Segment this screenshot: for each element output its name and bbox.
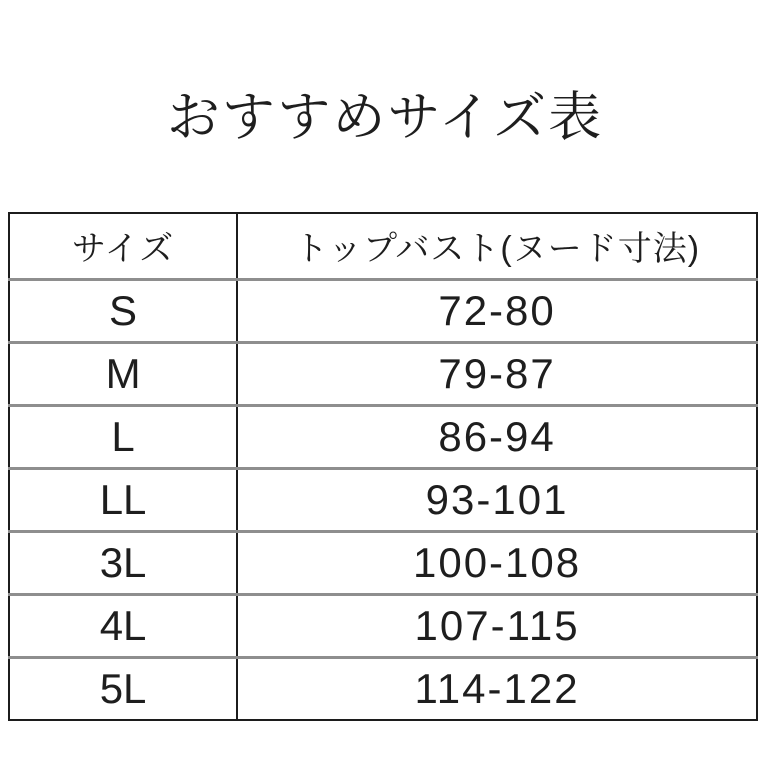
table-row (9, 531, 757, 594)
size-table (8, 212, 758, 721)
size-cell: S (9, 279, 237, 342)
bust-cell: 100-108 (412, 538, 582, 586)
bust-cell: 114-122 (414, 664, 580, 712)
table-row (9, 279, 757, 342)
size-cell: LL (9, 468, 237, 531)
table-row (9, 468, 757, 531)
size-column-header: サイズ (9, 213, 237, 279)
page-title: おすすめサイズ表 (166, 88, 604, 147)
bust-column-header: トップバスト(ヌード寸法) (294, 230, 701, 269)
size-cell: M (9, 342, 237, 405)
bust-cell: 86-94 (438, 412, 556, 460)
table-row (9, 594, 757, 657)
table-row (9, 657, 757, 720)
table-row (9, 405, 757, 468)
bust-cell: 72-80 (438, 286, 556, 334)
size-cell: 4L (9, 594, 237, 657)
bust-cell: 107-115 (414, 601, 580, 649)
table-row (9, 342, 757, 405)
table-header-row (9, 213, 757, 279)
size-cell: 3L (9, 531, 237, 594)
size-cell: L (9, 405, 237, 468)
bust-cell: 93-101 (425, 475, 569, 523)
size-cell: 5L (9, 657, 237, 720)
bust-cell: 79-87 (438, 349, 556, 397)
